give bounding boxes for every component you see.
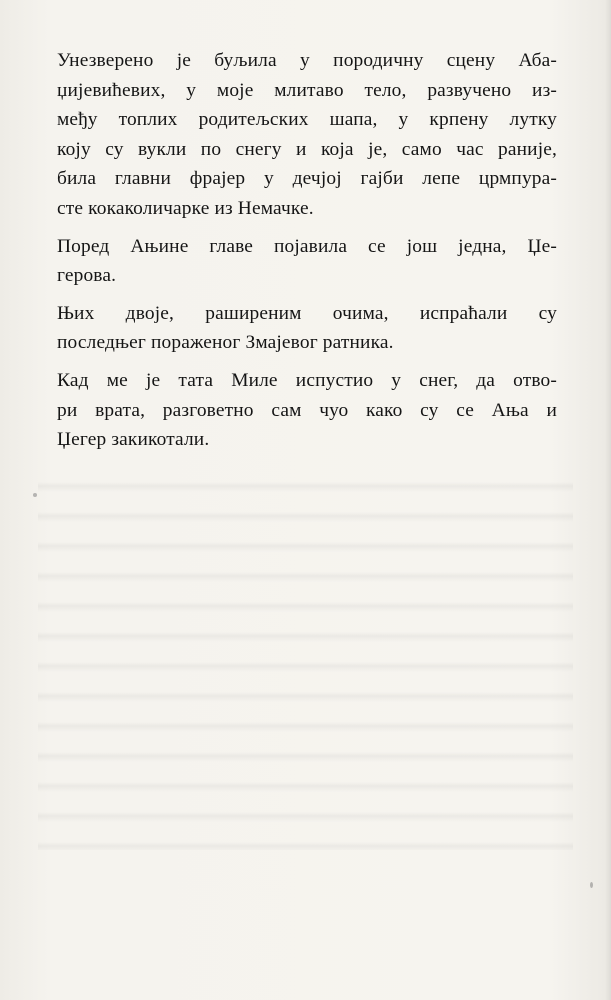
paragraph-3 [57, 299, 557, 358]
text-line: коју су вукли по снегу и која је, само час раније, [57, 138, 557, 160]
text-line: герова. [57, 265, 117, 287]
show-through-text [38, 470, 573, 850]
paragraph-2 [57, 232, 557, 291]
paper-speck [33, 493, 37, 497]
text-line: Кад ме је тата Миле испустио у снег, да отво- [57, 369, 557, 391]
text-line: Поред Ањине главе појавила се још једна, Џе- [57, 235, 557, 257]
paragraph-1 [57, 46, 557, 224]
text-line: последњег пораженог Змајевог ратника. [57, 332, 394, 354]
text-line: међу топлих родитељских шапа, у крпену лутку [57, 109, 557, 131]
text-line: Њих двоје, раширеним очима, испраћали су [57, 302, 557, 324]
paragraph-gap [57, 358, 557, 366]
text-line: била главни фрајер у дечјој гајби лепе црмпура- [57, 168, 557, 190]
page-edge-shadow [605, 0, 611, 1000]
text-line: Џегер закикотали. [57, 429, 210, 451]
body-text [57, 46, 557, 455]
paragraph-4 [57, 366, 557, 455]
paper-speck [590, 882, 593, 888]
text-line: Унезверено је буљила у породичну сцену Аба- [57, 50, 557, 71]
text-line: сте кокаколичарке из Немачке. [57, 197, 314, 219]
text-line: џијевићевих, у моје млитаво тело, развучено из- [57, 79, 557, 101]
paragraph-gap [57, 291, 557, 299]
paragraph-gap [57, 224, 557, 232]
text-line: ри врата, разговетно сам чуо како су се Ања и [57, 399, 557, 421]
